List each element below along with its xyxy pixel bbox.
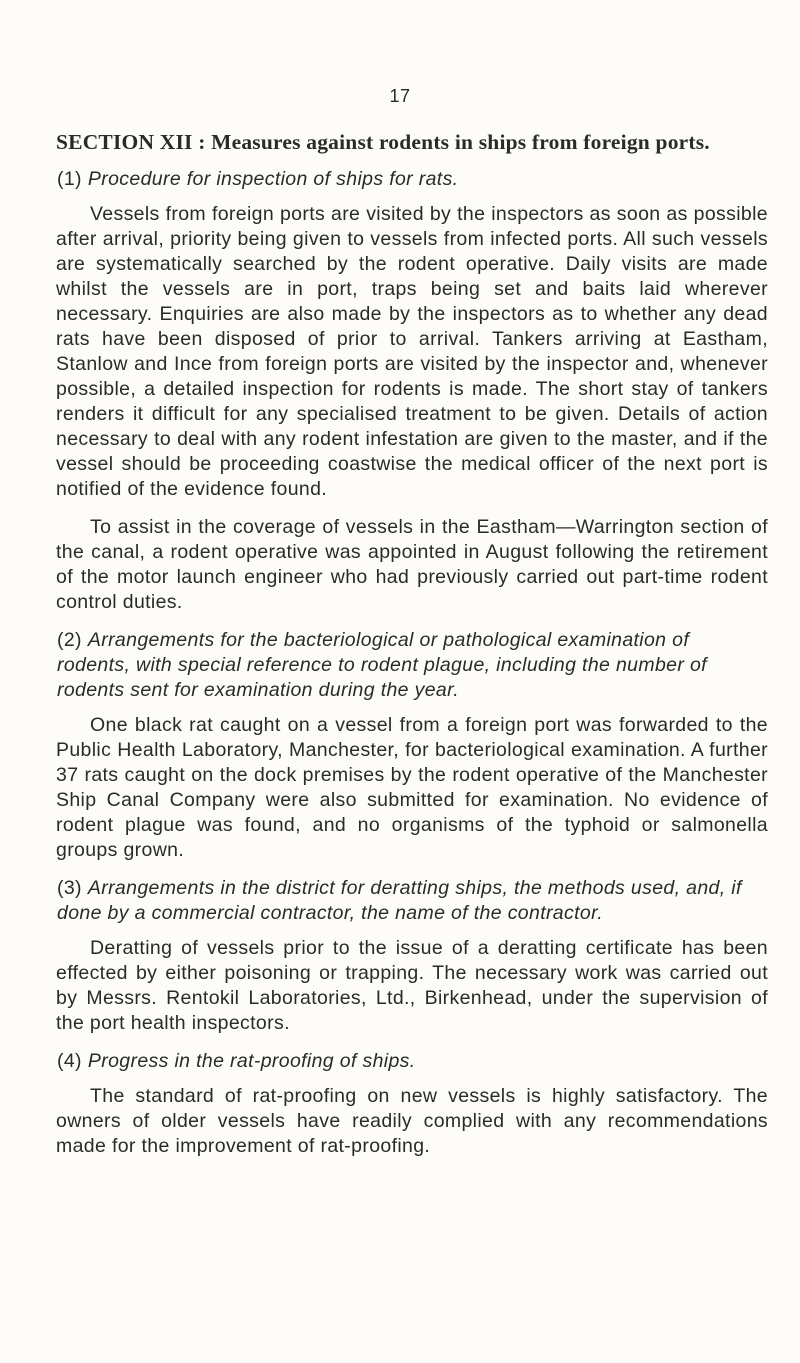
document-body: [56, 167, 768, 1159]
subsection-heading-3: [56, 876, 768, 926]
subsection-number: (1): [57, 168, 82, 190]
paragraph: Deratting of vessels prior to the issue of a deratting certificate has been effected by either poisoning or trapping. The necessary work was carried out by Messrs. Rentokil Laboratories, Ltd., Birkenhead, under the supervision of the port health inspectors.: [56, 937, 768, 1034]
paragraph: The standard of rat-proofing on new vessels is highly satisfactory. The owners of older vessels have readily complied with any recommendations made for the improvement of rat-proofing.: [56, 1085, 768, 1157]
subsection-title: Progress in the rat-proofing of ships.: [87, 1050, 416, 1072]
paragraph: Vessels from foreign ports are visited by the inspectors as soon as possible after arrival, priority being given to vessels from infected ports. All such vessels are systematically searched by the rodent operative. Daily visits are made whilst the vessels are in port, traps being set and baits laid wherever necessary. Enquiries are also made by the inspectors as to whether any dead rats have been disposed of prior to arrival. Tankers arriving at Eastham, Stanlow and Ince from foreign ports are visited by the inspector and, whenever possible, a detailed inspection for rodents is made. The short stay of tankers renders it difficult for any specialised treatment to be given. Details of action necessary to deal with any rodent infestation are given to the master, and if the vessel should be proceeding coastwise the medical officer of the next port is notified of the evidence found.: [56, 203, 768, 500]
subsection-title: Arrangements for the bacteriological or pathological examination of rodents, with special reference to rodent plague, including the number of rodents sent for examination during the year.: [57, 629, 707, 701]
paragraph: To assist in the coverage of vessels in the Eastham—Warrington section of the canal, a rodent operative was appointed in August following the retirement of the motor launch engineer who had previously carried out part-time rodent control duties.: [56, 516, 768, 613]
subsection-heading-2: [56, 628, 768, 703]
subsection-title: Procedure for inspection of ships for rats.: [87, 168, 459, 190]
paragraph: One black rat caught on a vessel from a foreign port was forwarded to the Public Health Laboratory, Manchester, for bacteriological examination. A further 37 rats caught on the dock premises by the rodent operative of the Manchester Ship Canal Company were also submitted for examination. No evidence of rodent plague was found, and no organisms of the typhoid or salmonella groups grown.: [56, 714, 768, 861]
section-heading: SECTION XII : Measures against rodents in ships from foreign ports.: [56, 130, 710, 154]
subsection-heading-1: [56, 167, 768, 192]
page-number: 17: [389, 86, 411, 106]
subsection-number: (4): [57, 1050, 82, 1072]
subsection-heading-4: [56, 1049, 768, 1074]
subsection-number: (3): [57, 877, 82, 899]
subsection-number: (2): [57, 629, 82, 651]
subsection-title: Arrangements in the district for deratting ships, the methods used, and, if done by a commercial contractor, the name of the contractor.: [57, 877, 742, 924]
